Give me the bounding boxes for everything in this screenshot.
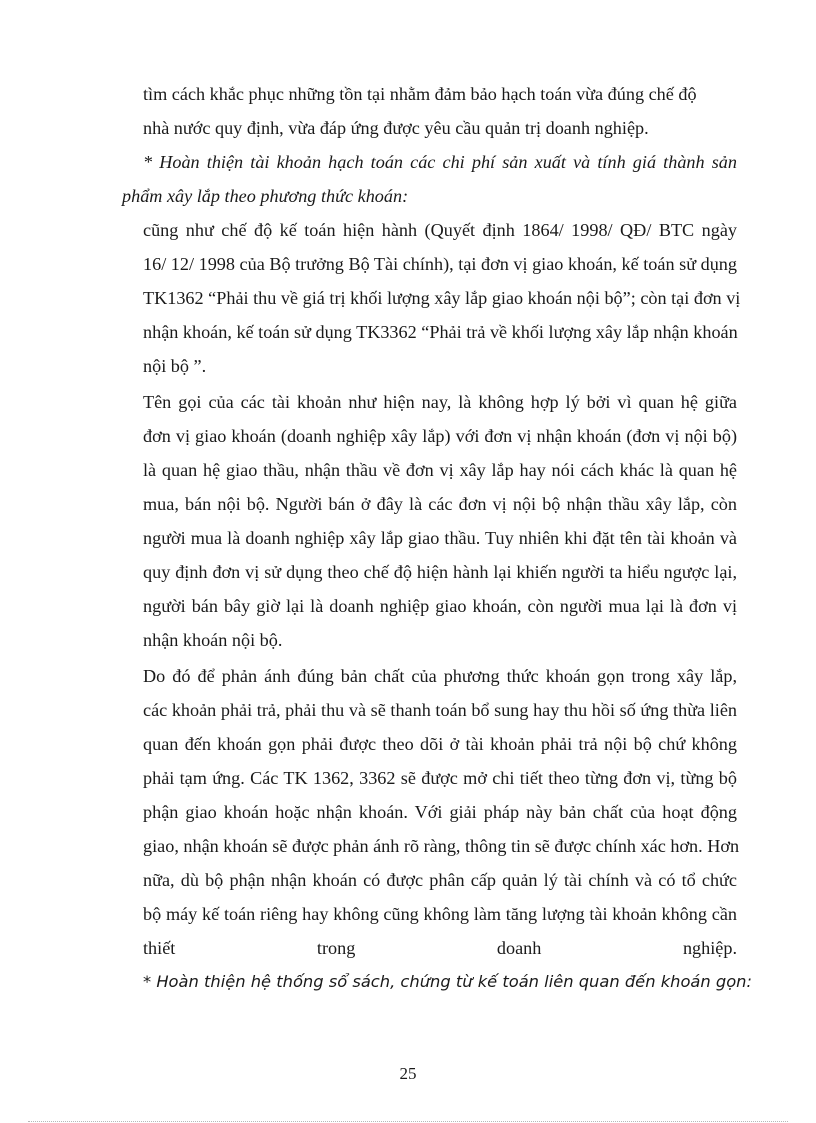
text-line-17: nhận khoán nội bộ. <box>143 630 283 650</box>
text-line-10: Tên gọi của các tài khoản như hiện nay, là không hợp lý bởi vì quan hệ giữa <box>143 392 737 412</box>
text-line-7: TK1362 “Phải thu về giá trị khối lượng xây lắp giao khoán nội bộ”; còn tại đơn vị <box>143 288 741 308</box>
text-line-24: nữa, dù bộ phận nhận khoán có được phân cấp quản lý tài chính và có tổ chức <box>143 870 737 890</box>
text-line-5: cũng như chế độ kế toán hiện hành (Quyết định 1864/ 1998/ QĐ/ BTC ngày <box>143 220 737 240</box>
text-line-18: Do đó để phản ánh đúng bản chất của phương thức khoán gọn trong xây lắp, <box>143 666 737 686</box>
text-line-1: tìm cách khắc phục những tồn tại nhằm đảm bảo hạch toán vừa đúng chế độ <box>143 84 697 104</box>
heading-line-2: phẩm xây lắp theo phương thức khoán: <box>122 186 409 206</box>
text-line-9: nội bộ ”. <box>143 356 207 376</box>
text-line-8: nhận khoán, kế toán sử dụng TK3362 “Phải trả về khối lượng xây lắp nhận khoán <box>143 322 738 342</box>
page-number: 25 <box>399 1064 417 1083</box>
text-line-20: quan đến khoán gọn phải được theo dõi ở tài khoản phải trả nội bộ chứ không <box>143 734 737 754</box>
text-line-15: quy định đơn vị sử dụng theo chế độ hiện hành lại khiến người ta hiểu ngược lại, <box>143 562 737 582</box>
text-line-21: phải tạm ứng. Các TK 1362, 3362 sẽ được mở chi tiết theo từng đơn vị, từng bộ <box>143 768 737 788</box>
heading-line-1: * Hoàn thiện tài khoản hạch toán các chi phí sản xuất và tính giá thành sản <box>143 152 737 172</box>
text-line-11: đơn vị giao khoán (doanh nghiệp xây lắp) với đơn vị nhận khoán (đơn vị nội bộ) <box>143 426 737 446</box>
text-line-2: nhà nước quy định, vừa đáp ứng được yêu cầu quản trị doanh nghiệp. <box>143 118 649 138</box>
text-line-16: người bán bây giờ lại là doanh nghiệp giao khoán, còn người mua lại là đơn vị <box>143 596 737 616</box>
text-line-19: các khoản phải trả, phải thu và sẽ thanh toán bổ sung hay thu hồi số ứng thừa liên <box>143 700 737 720</box>
heading-line-3: * Hoàn thiện hệ thống sổ sách, chứng từ kế toán liên quan đến khoán gọn: <box>143 972 752 991</box>
text-line-22: phận giao khoán hoặc nhận khoán. Với giải pháp này bản chất của hoạt động <box>143 802 737 822</box>
footer-divider <box>28 1121 788 1122</box>
text-line-26: thiết trong doanh nghiệp. <box>143 938 737 958</box>
text-line-14: người mua là doanh nghiệp xây lắp giao thầu. Tuy nhiên khi đặt tên tài khoản và <box>143 528 737 548</box>
text-line-6: 16/ 12/ 1998 của Bộ trưởng Bộ Tài chính), tại đơn vị giao khoán, kế toán sử dụng <box>143 254 737 274</box>
text-line-13: mua, bán nội bộ. Người bán ở đây là các đơn vị nội bộ nhận thầu xây lắp, còn <box>143 494 737 514</box>
text-line-25: bộ máy kế toán riêng hay không cũng không làm tăng lượng tài khoản không cần <box>143 904 737 924</box>
text-line-12: là quan hệ giao thầu, nhận thầu về đơn vị xây lắp hay nói cách khác là quan hệ <box>143 460 737 480</box>
text-line-23: giao, nhận khoán sẽ được phản ánh rõ ràng, thông tin sẽ được chính xác hơn. Hơn <box>143 836 740 856</box>
